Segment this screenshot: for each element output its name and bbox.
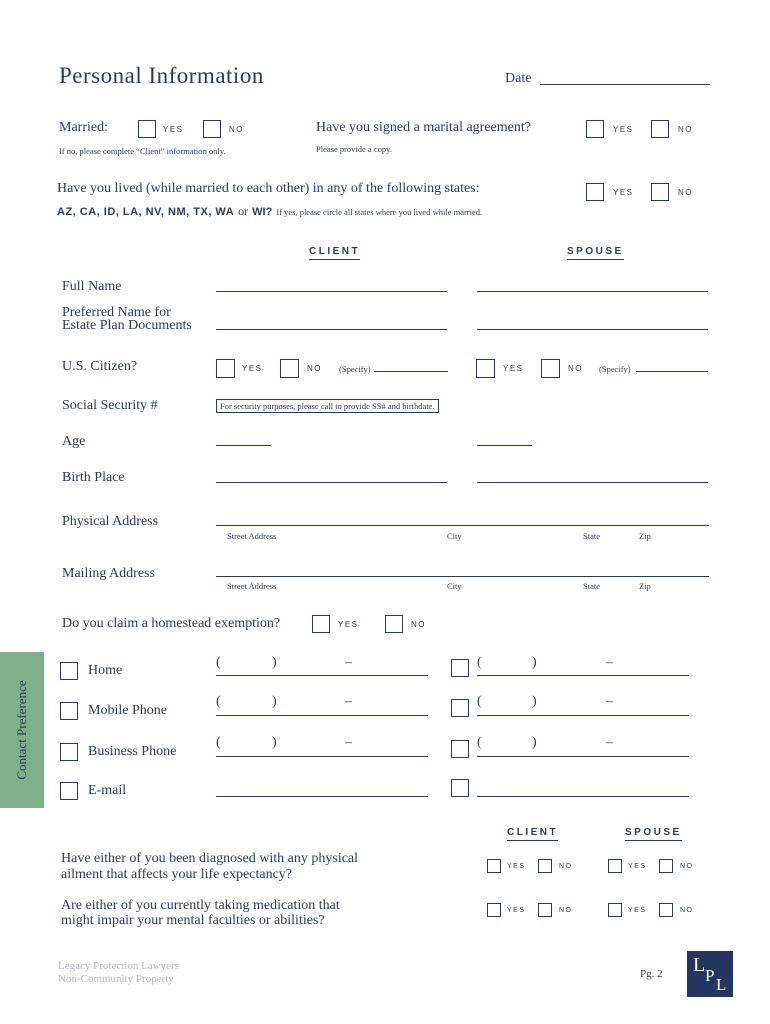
age-label: Age	[62, 434, 86, 449]
mailing-address-label: Mailing Address	[62, 566, 155, 581]
spouse-home-phone-field[interactable]	[477, 675, 689, 676]
physical-address-field[interactable]	[216, 525, 709, 526]
logo-letter-l: L	[693, 954, 706, 976]
states-no-checkbox[interactable]	[651, 183, 669, 201]
footer-firm-name: Legacy Protection Lawyers	[58, 960, 179, 972]
client-birth-place-field[interactable]	[216, 482, 447, 483]
logo-letter-p: P	[705, 966, 715, 985]
spouse-email-checkbox[interactable]	[451, 779, 469, 797]
states-no-label: NO	[678, 188, 693, 197]
states-line	[57, 202, 482, 220]
health-q2-line2: might impair your mental faculties or abilities?	[61, 913, 325, 928]
homestead-yes-checkbox[interactable]	[312, 615, 330, 633]
spouse-business-checkbox[interactable]	[451, 740, 469, 758]
agreement-yes-label: YES	[613, 125, 634, 134]
spouse-citizen-specify-field[interactable]	[636, 371, 708, 372]
physical-state-caption: State	[583, 531, 600, 541]
client-business-paren-open: (	[216, 735, 221, 750]
spouse-email-field[interactable]	[477, 796, 689, 797]
spouse-citizen-specify-label: (Specify)	[599, 364, 631, 374]
email-label: E-mail	[88, 783, 127, 798]
client-email-field[interactable]	[216, 796, 428, 797]
footer-document-name: Non-Community Property	[58, 973, 174, 985]
married-note: If no, please complete “Client” information only.	[59, 146, 226, 156]
client-home-phone-field[interactable]	[216, 675, 428, 676]
spouse-business-phone-field[interactable]	[477, 756, 689, 757]
firm-logo	[687, 951, 733, 997]
client-full-name-field[interactable]	[216, 291, 447, 292]
married-yes-label: YES	[163, 125, 184, 134]
q1-client-no-checkbox[interactable]	[538, 859, 552, 873]
client-mobile-dash: –	[345, 694, 352, 709]
mailing-address-field[interactable]	[216, 576, 709, 577]
client-preferred-name-field[interactable]	[216, 329, 447, 330]
spouse-home-paren-open: (	[477, 655, 482, 670]
agreement-no-label: NO	[678, 125, 693, 134]
q1-client-yes-checkbox[interactable]	[487, 859, 501, 873]
logo-letter-l2: L	[716, 975, 727, 994]
married-no-label: NO	[229, 125, 244, 134]
client-citizen-specify-field[interactable]	[374, 371, 448, 372]
homestead-no-label: NO	[411, 620, 426, 629]
q2-client-yes-checkbox[interactable]	[487, 903, 501, 917]
q2-spouse-no-checkbox[interactable]	[659, 903, 673, 917]
client-home-paren-close: )	[272, 655, 277, 670]
q2-client-no-label: NO	[559, 907, 573, 914]
mobile-preference-checkbox[interactable]	[60, 702, 78, 720]
client-business-dash: –	[345, 735, 352, 750]
states-wi: WI?	[252, 206, 273, 218]
spouse-home-paren-close: )	[532, 655, 537, 670]
home-preference-checkbox[interactable]	[60, 662, 78, 680]
client-home-dash: –	[345, 655, 352, 670]
contact-preference-label: Contact Preference	[14, 680, 29, 780]
client-mobile-paren-close: )	[272, 694, 277, 709]
homestead-no-checkbox[interactable]	[385, 615, 403, 633]
states-yes-checkbox[interactable]	[586, 183, 604, 201]
physical-street-caption: Street Address	[227, 531, 277, 541]
q1-spouse-yes-checkbox[interactable]	[608, 859, 622, 873]
citizen-label: U.S. Citizen?	[62, 359, 138, 374]
ssn-label: Social Security #	[62, 398, 158, 413]
client-citizen-no-checkbox[interactable]	[280, 359, 299, 378]
married-label: Married:	[59, 120, 108, 135]
business-preference-checkbox[interactable]	[60, 743, 78, 761]
q2-spouse-yes-checkbox[interactable]	[608, 903, 622, 917]
preferred-name-label-2: Estate Plan Documents	[62, 318, 192, 333]
spouse-preferred-name-field[interactable]	[477, 329, 708, 330]
business-label: Business Phone	[88, 744, 177, 759]
homestead-yes-label: YES	[338, 620, 359, 629]
spouse-citizen-no-checkbox[interactable]	[541, 359, 560, 378]
agreement-yes-checkbox[interactable]	[586, 120, 604, 138]
q2-spouse-yes-label: YES	[628, 907, 647, 914]
spouse-age-field[interactable]	[477, 445, 532, 446]
homestead-question: Do you claim a homestead exemption?	[62, 616, 281, 631]
states-or: or	[238, 204, 249, 218]
birth-place-label: Birth Place	[62, 470, 125, 485]
spouse-citizen-yes-label: YES	[503, 364, 524, 373]
married-no-checkbox[interactable]	[203, 120, 221, 138]
physical-city-caption: City	[447, 531, 462, 541]
page-number: Pg. 2	[640, 968, 663, 980]
spouse-home-checkbox[interactable]	[451, 659, 469, 677]
spouse-mobile-paren-close: )	[532, 694, 537, 709]
mailing-city-caption: City	[447, 581, 462, 591]
mailing-state-caption: State	[583, 581, 600, 591]
q2-client-yes-label: YES	[507, 907, 526, 914]
date-field[interactable]	[540, 84, 710, 85]
spouse-citizen-no-label: NO	[568, 364, 583, 373]
q2-client-no-checkbox[interactable]	[538, 903, 552, 917]
health-client-header: CLIENT	[507, 827, 558, 841]
agreement-no-checkbox[interactable]	[651, 120, 669, 138]
mailing-street-caption: Street Address	[227, 581, 277, 591]
client-mobile-paren-open: (	[216, 694, 221, 709]
email-preference-checkbox[interactable]	[60, 782, 78, 800]
client-business-paren-close: )	[272, 735, 277, 750]
q1-spouse-no-checkbox[interactable]	[659, 859, 673, 873]
mobile-label: Mobile Phone	[88, 703, 167, 718]
health-spouse-header: SPOUSE	[625, 827, 682, 841]
spouse-business-paren-close: )	[532, 735, 537, 750]
home-label: Home	[88, 663, 123, 678]
client-citizen-no-label: NO	[307, 364, 322, 373]
states-list: AZ, CA, ID, LA, NV, NM, TX, WA	[57, 206, 235, 218]
q1-client-yes-label: YES	[507, 863, 526, 870]
spouse-birth-place-field[interactable]	[477, 482, 708, 483]
q1-spouse-no-label: NO	[680, 863, 694, 870]
client-column-header: CLIENT	[309, 246, 360, 260]
spouse-home-dash: –	[606, 655, 613, 670]
date-label: Date	[505, 71, 532, 86]
full-name-label: Full Name	[62, 279, 122, 294]
spouse-column-header: SPOUSE	[567, 246, 624, 260]
client-citizen-specify-label: (Specify)	[339, 364, 371, 374]
spouse-citizen-yes-checkbox[interactable]	[476, 359, 495, 378]
q1-spouse-yes-label: YES	[628, 863, 647, 870]
agreement-question: Have you signed a marital agreement?	[316, 120, 531, 135]
spouse-mobile-checkbox[interactable]	[451, 699, 469, 717]
client-business-phone-field[interactable]	[216, 756, 428, 757]
spouse-business-paren-open: (	[477, 735, 482, 750]
ssn-note: For security purposes, please call to provide SS# and birthdate.	[216, 399, 439, 413]
spouse-mobile-paren-open: (	[477, 694, 482, 709]
q2-spouse-no-label: NO	[680, 907, 694, 914]
states-note: If yes, please circle all states where you lived while married.	[276, 207, 483, 217]
states-yes-label: YES	[613, 188, 634, 197]
health-q2-line1: Are either of you currently taking medication that	[61, 898, 340, 913]
page-title: Personal Information	[59, 63, 264, 88]
states-question: Have you lived (while married to each other) in any of the following states:	[57, 181, 480, 196]
client-age-field[interactable]	[216, 445, 271, 446]
spouse-mobile-dash: –	[606, 694, 613, 709]
client-home-paren-open: (	[216, 655, 221, 670]
q1-client-no-label: NO	[559, 863, 573, 870]
married-yes-checkbox[interactable]	[138, 120, 156, 138]
physical-zip-caption: Zip	[639, 531, 651, 541]
client-mobile-phone-field[interactable]	[216, 715, 428, 716]
health-q1-line2: ailment that affects your life expectancy?	[61, 867, 293, 882]
preferred-name-label-1: Preferred Name for	[62, 305, 171, 320]
physical-address-label: Physical Address	[62, 514, 159, 529]
agreement-note: Please provide a copy.	[316, 144, 392, 154]
client-citizen-yes-label: YES	[242, 364, 263, 373]
client-citizen-yes-checkbox[interactable]	[216, 359, 235, 378]
spouse-business-dash: –	[606, 735, 613, 750]
spouse-mobile-phone-field[interactable]	[477, 715, 689, 716]
contact-preference-tab	[0, 652, 44, 808]
spouse-full-name-field[interactable]	[477, 291, 708, 292]
mailing-zip-caption: Zip	[639, 581, 651, 591]
health-q1-line1: Have either of you been diagnosed with any physical	[61, 851, 359, 866]
